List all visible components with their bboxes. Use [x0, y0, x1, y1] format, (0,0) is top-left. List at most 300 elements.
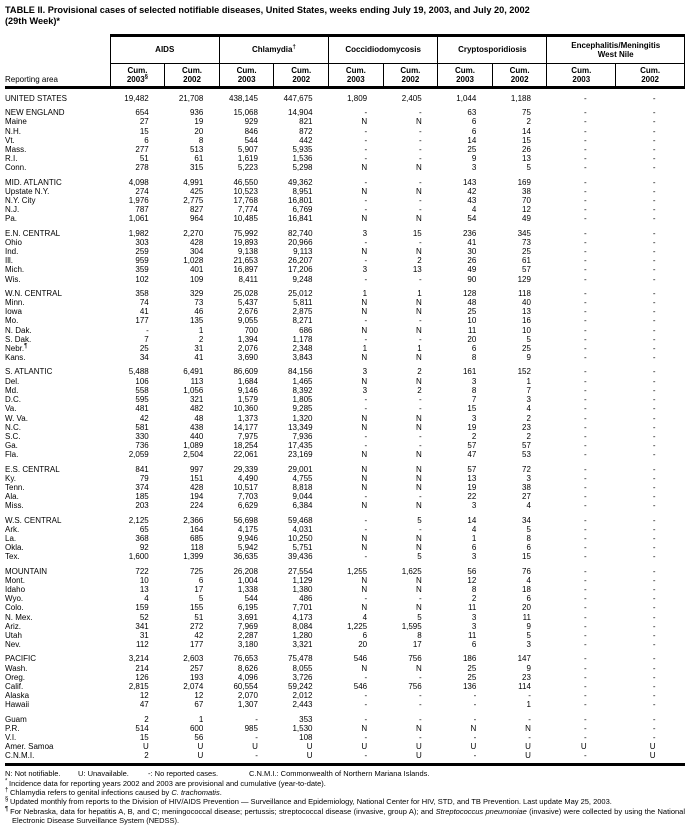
- value-cell: N: [415, 533, 422, 543]
- value-cell: 56: [194, 733, 204, 742]
- reporting-area-cell: Hawaii: [5, 700, 30, 710]
- value-cell: 7,703: [237, 492, 258, 502]
- value-cell: -: [584, 334, 587, 344]
- value-cell: 600: [189, 723, 204, 733]
- value-cell: -: [146, 325, 149, 335]
- subheader-line2: 2002: [183, 75, 201, 84]
- value-cell: 22: [467, 492, 477, 502]
- value-cell: 5,907: [237, 145, 258, 155]
- value-cell: -: [652, 733, 656, 742]
- value-cell: 9,248: [292, 274, 313, 284]
- table-row: [5, 414, 685, 423]
- value-cell: 7,701: [292, 603, 313, 613]
- value-cell: 1,056: [183, 385, 204, 395]
- value-cell: 1,129: [292, 575, 313, 585]
- value-cell: N: [415, 413, 422, 423]
- table-title: [5, 5, 685, 27]
- value-cell: -: [364, 404, 368, 414]
- value-cell: -: [584, 353, 587, 363]
- value-cell: 7,774: [237, 205, 258, 215]
- value-cell: 4,098: [128, 177, 149, 187]
- value-cell: U: [649, 751, 656, 761]
- table-row: [5, 640, 685, 649]
- legend-item: N: Not notifiable.: [5, 768, 61, 778]
- bottom-rule: [5, 763, 685, 766]
- value-cell: -: [584, 265, 587, 275]
- reporting-area-cell: N.Y. City: [5, 196, 36, 206]
- value-cell: 2,676: [237, 307, 258, 317]
- value-cell: 14,904: [288, 108, 313, 118]
- column-subheader-row: [5, 64, 685, 88]
- value-cell: N: [361, 473, 368, 483]
- value-cell: 6: [471, 117, 477, 127]
- value-cell: -: [584, 288, 587, 298]
- value-cell: 4: [144, 594, 149, 604]
- value-cell: -: [584, 575, 587, 585]
- value-cell: -: [652, 237, 656, 247]
- value-cell: 56: [467, 566, 477, 576]
- reporting-area-cell: V.I.: [5, 733, 17, 742]
- value-cell: -: [652, 640, 656, 650]
- value-cell: -: [364, 177, 368, 187]
- value-cell: -: [652, 247, 656, 257]
- value-cell: 26: [522, 145, 531, 155]
- value-cell: 272: [189, 621, 204, 631]
- value-cell: 27: [139, 117, 149, 127]
- value-cell: -: [652, 450, 656, 460]
- value-cell: N: [415, 163, 422, 173]
- value-cell: 257: [189, 663, 204, 673]
- reporting-area-cell: Tenn.: [5, 482, 25, 492]
- value-cell: 341: [135, 621, 149, 631]
- value-cell: 1,536: [292, 154, 313, 164]
- value-cell: -: [255, 714, 258, 724]
- value-cell: -: [652, 353, 656, 363]
- value-cell: 38: [522, 186, 531, 196]
- value-cell: -: [584, 533, 587, 543]
- value-cell: 1,600: [128, 552, 149, 562]
- value-cell: 1: [417, 288, 422, 298]
- value-cell: -: [652, 385, 656, 395]
- reporting-area-cell: Mich.: [5, 265, 25, 275]
- value-cell: 10: [467, 316, 477, 326]
- value-cell: 401: [189, 265, 204, 275]
- value-cell: 135: [189, 316, 204, 326]
- value-cell: 2,074: [183, 681, 204, 691]
- value-cell: -: [364, 196, 368, 206]
- table-row: [5, 631, 685, 640]
- value-cell: 63: [467, 108, 477, 118]
- reporting-area-cell: N. Mex.: [5, 612, 33, 622]
- reporting-area-cell: Ill.: [5, 256, 13, 266]
- reporting-area-cell: N.H.: [5, 126, 21, 136]
- value-cell: 3,691: [237, 612, 258, 622]
- reporting-area-cell: S.C.: [5, 431, 21, 441]
- value-cell: 447,675: [283, 94, 313, 103]
- footnote-text: Chlamydia refers to genital infections caused by: [10, 787, 172, 797]
- value-cell: 2: [417, 385, 422, 395]
- value-cell: 40: [522, 298, 531, 308]
- table-row: [5, 441, 685, 450]
- value-cell: 25: [467, 307, 477, 317]
- reporting-area-cell: Guam: [5, 714, 27, 724]
- reporting-area-cell: Wash.: [5, 663, 28, 673]
- value-cell: 143: [462, 177, 477, 187]
- value-cell: -: [364, 274, 368, 284]
- header-corner: [5, 36, 110, 64]
- value-cell: 6: [471, 126, 477, 136]
- footnotes: [5, 779, 685, 825]
- value-cell: 1,307: [237, 700, 258, 710]
- value-cell: -: [364, 672, 368, 682]
- value-cell: 442: [299, 135, 313, 145]
- value-cell: -: [652, 524, 656, 534]
- value-cell: -: [584, 524, 587, 534]
- value-cell: -: [652, 492, 656, 502]
- value-cell: 3: [362, 265, 368, 275]
- subheader-line1: Cum.: [509, 66, 530, 75]
- value-cell: 11: [468, 630, 477, 640]
- value-cell: 1,225: [347, 621, 368, 631]
- table-row: [5, 543, 685, 552]
- value-cell: 18,254: [233, 441, 258, 451]
- value-cell: 19: [194, 117, 204, 127]
- value-cell: 8,951: [292, 186, 313, 196]
- value-cell: -: [419, 274, 422, 284]
- table-row: [5, 265, 685, 274]
- value-cell: 2: [471, 594, 477, 604]
- value-cell: 12: [522, 205, 531, 215]
- value-cell: -: [584, 177, 587, 187]
- value-cell: 513: [189, 145, 204, 155]
- value-cell: -: [652, 681, 656, 691]
- value-cell: 8,084: [292, 621, 313, 631]
- value-cell: 76,653: [233, 654, 258, 664]
- value-cell: -: [652, 612, 656, 622]
- value-cell: 15: [139, 126, 149, 136]
- value-cell: 4,175: [237, 524, 258, 534]
- value-cell: 61: [522, 256, 531, 266]
- value-cell: 49: [467, 265, 477, 275]
- value-cell: 57: [522, 265, 531, 275]
- value-cell: N: [361, 376, 368, 386]
- value-cell: -: [652, 298, 656, 308]
- value-cell: -: [652, 584, 656, 594]
- value-cell: U: [197, 742, 204, 752]
- value-cell: 438,145: [229, 94, 258, 103]
- legend-item: C.N.M.I.: Commonwealth of Northern Mariana Islands.: [249, 768, 430, 778]
- value-cell: 5,751: [292, 543, 313, 553]
- subheader-cell: [110, 64, 165, 88]
- value-cell: 75: [522, 108, 531, 118]
- value-cell: -: [584, 464, 587, 474]
- value-cell: 353: [299, 714, 313, 724]
- value-cell: 52: [139, 612, 149, 622]
- value-cell: 13: [522, 307, 531, 317]
- value-cell: 11: [522, 612, 531, 622]
- table-row: [5, 483, 685, 492]
- value-cell: 685: [189, 533, 204, 543]
- value-cell: 736: [135, 441, 149, 451]
- value-cell: 39,436: [288, 552, 313, 562]
- value-cell: N: [361, 482, 368, 492]
- value-cell: 9,044: [292, 492, 313, 502]
- subheader-cell: [219, 64, 274, 88]
- value-cell: 4: [471, 524, 477, 534]
- reporting-area-cell: Oreg.: [5, 672, 26, 682]
- value-cell: -: [652, 186, 656, 196]
- subheader-cell: [383, 64, 438, 88]
- value-cell: -: [584, 316, 587, 326]
- value-cell: 17,435: [288, 441, 313, 451]
- value-cell: -: [584, 228, 587, 238]
- value-cell: 151: [189, 473, 204, 483]
- reporting-area-cell: Ohio: [5, 237, 22, 247]
- value-cell: 67: [194, 700, 204, 710]
- footnote-marker: ¶: [5, 806, 11, 812]
- value-cell: N: [415, 464, 422, 474]
- value-cell: -: [364, 395, 368, 405]
- value-cell: 102: [135, 274, 149, 284]
- value-cell: -: [652, 228, 656, 238]
- value-cell: N: [415, 603, 422, 613]
- legend-item: U: Unavailable.: [78, 768, 129, 778]
- value-cell: 5: [417, 612, 422, 622]
- reporting-area-cell: Kans.: [5, 353, 26, 363]
- value-cell: 185: [135, 492, 149, 502]
- value-cell: -: [584, 594, 587, 604]
- value-cell: -: [528, 733, 531, 742]
- legend-item: -: No reported cases.: [148, 768, 219, 778]
- footnote-text: Incidence data for reporting years 2002 and 2003 are provisional and cumulative (year-to-date).: [9, 778, 326, 788]
- value-cell: 34: [139, 353, 149, 363]
- value-cell: 358: [135, 288, 149, 298]
- value-cell: -: [584, 307, 587, 317]
- value-cell: 14: [467, 135, 477, 145]
- value-cell: 12: [194, 691, 204, 701]
- value-cell: -: [584, 256, 587, 266]
- value-cell: 29,001: [288, 464, 313, 474]
- table-row: [5, 214, 685, 223]
- table-row: [5, 432, 685, 441]
- table-row: [5, 247, 685, 256]
- value-cell: 47: [467, 450, 477, 460]
- value-cell: 8,818: [292, 482, 313, 492]
- reporting-area-cell: E.N. CENTRAL: [5, 228, 61, 238]
- value-cell: 236: [462, 228, 477, 238]
- value-cell: 41: [139, 307, 149, 317]
- value-cell: 278: [135, 163, 149, 173]
- subheader-line1: Cum.: [127, 66, 148, 75]
- value-cell: U: [525, 751, 531, 761]
- footnote: [5, 807, 685, 826]
- reporting-area-cell: Colo.: [5, 603, 24, 613]
- value-cell: 9,113: [293, 247, 313, 257]
- value-cell: 164: [189, 524, 204, 534]
- value-cell: -: [584, 450, 587, 460]
- column-group-label: West Nile: [597, 50, 634, 59]
- value-cell: -: [364, 316, 368, 326]
- value-cell: 321: [189, 395, 204, 405]
- reporting-area-cell: S. Dak.: [5, 334, 32, 344]
- table-title-line2: (29th Week)*: [5, 16, 60, 26]
- value-cell: N: [361, 186, 368, 196]
- value-cell: -: [652, 117, 656, 127]
- value-cell: N: [361, 723, 368, 733]
- value-cell: N: [361, 325, 368, 335]
- footnote: [5, 779, 685, 788]
- value-cell: 112: [135, 640, 149, 650]
- value-cell: 4,031: [292, 524, 313, 534]
- column-group-aids: [110, 36, 219, 64]
- value-cell: N: [361, 117, 368, 127]
- value-cell: N: [415, 663, 422, 673]
- value-cell: N: [415, 117, 422, 127]
- value-cell: 329: [189, 288, 204, 298]
- value-cell: 25: [522, 247, 531, 257]
- value-cell: 7,975: [237, 431, 258, 441]
- footnote-text: (invasive) were collected by using the National Electronic Disease Surveillance System (NEDSS).: [12, 806, 686, 825]
- value-cell: -: [584, 584, 587, 594]
- value-cell: 1,188: [510, 94, 531, 103]
- value-cell: 2,603: [183, 654, 204, 664]
- value-cell: 5,942: [237, 543, 258, 553]
- value-cell: 4,173: [292, 612, 313, 622]
- value-cell: 16,841: [288, 214, 313, 224]
- value-cell: 1,280: [292, 630, 313, 640]
- value-cell: -: [584, 501, 587, 511]
- table-row: [5, 664, 685, 673]
- column-group-chlamydia: [219, 36, 328, 64]
- value-cell: 8: [471, 584, 477, 594]
- reporting-area-cell: Ala.: [5, 492, 19, 502]
- value-cell: -: [652, 177, 656, 187]
- value-cell: 177: [189, 640, 204, 650]
- value-cell: -: [419, 441, 422, 451]
- value-cell: -: [364, 135, 368, 145]
- reporting-area-cell: P.R.: [5, 723, 20, 733]
- footnote-marker: §: [5, 796, 11, 803]
- table-row: [5, 525, 685, 534]
- value-cell: -: [584, 733, 587, 742]
- value-cell: 23,169: [288, 450, 313, 460]
- value-cell: 7,936: [292, 431, 313, 441]
- value-cell: U: [649, 742, 656, 752]
- value-cell: -: [473, 751, 477, 761]
- table-row: [5, 386, 685, 395]
- value-cell: 3: [526, 395, 531, 405]
- value-cell: 5: [198, 594, 204, 604]
- value-cell: 16: [522, 316, 531, 326]
- value-cell: 3: [471, 552, 477, 562]
- reporting-area-cell: Minn.: [5, 298, 25, 308]
- value-cell: -: [419, 714, 422, 724]
- value-cell: 6: [526, 594, 531, 604]
- value-cell: 6: [362, 630, 368, 640]
- value-cell: 106: [135, 376, 149, 386]
- value-cell: 725: [189, 566, 204, 576]
- value-cell: 126: [135, 672, 149, 682]
- value-cell: -: [652, 515, 656, 525]
- value-cell: 2,012: [292, 691, 313, 701]
- table-row: [5, 256, 685, 265]
- value-cell: 546: [353, 681, 368, 691]
- subheader-line1: Cum.: [182, 66, 203, 75]
- table-row: [5, 196, 685, 205]
- column-group-encephalitis-meningitis-west-nile: [547, 36, 685, 64]
- reporting-area-cell: Pa.: [5, 214, 18, 224]
- value-cell: 108: [299, 733, 313, 742]
- value-cell: -: [652, 441, 656, 451]
- value-cell: 8,626: [237, 663, 258, 673]
- value-cell: -: [584, 621, 587, 631]
- subheader-line1: Cum.: [291, 66, 312, 75]
- value-cell: 1,394: [237, 334, 258, 344]
- reporting-area-cell: N. Dak.: [5, 325, 32, 335]
- value-cell: -: [652, 367, 656, 377]
- value-cell: 558: [135, 385, 149, 395]
- value-cell: -: [652, 621, 656, 631]
- reporting-area-cell: Tex.: [5, 552, 20, 562]
- value-cell: 75,478: [288, 654, 313, 664]
- value-cell: 368: [135, 533, 149, 543]
- subheader-line2: 2003: [237, 75, 256, 84]
- value-cell: 22,061: [233, 450, 258, 460]
- table-row: [5, 344, 685, 353]
- table-row: [5, 395, 685, 404]
- value-cell: 4,991: [183, 177, 204, 187]
- table-row: [5, 316, 685, 325]
- table-row: [5, 552, 685, 561]
- value-cell: N: [415, 307, 422, 317]
- value-cell: 827: [189, 205, 204, 215]
- value-cell: 7: [144, 334, 149, 344]
- value-cell: -: [364, 700, 368, 710]
- column-group-cryptosporidiosis: [438, 36, 547, 64]
- value-cell: N: [361, 163, 368, 173]
- value-cell: -: [652, 431, 656, 441]
- reporting-area-cell: N.C.: [5, 422, 21, 432]
- value-cell: 7: [526, 385, 531, 395]
- value-cell: 56,698: [233, 515, 258, 525]
- subheader-line2: 2002: [292, 75, 311, 84]
- table-row: [5, 511, 685, 525]
- value-cell: 6: [198, 575, 204, 585]
- value-cell: -: [419, 196, 422, 206]
- value-cell: 15: [467, 404, 477, 414]
- value-cell: 821: [299, 117, 313, 127]
- table-row: [5, 460, 685, 474]
- table-row: [5, 423, 685, 432]
- value-cell: 303: [135, 237, 149, 247]
- value-cell: 4,490: [237, 473, 258, 483]
- value-cell: N: [415, 376, 422, 386]
- value-cell: -: [652, 265, 656, 275]
- reporting-area-cell: Idaho: [5, 584, 26, 594]
- column-group-label: Chlamydia†: [252, 44, 296, 55]
- subheader-cell: [165, 64, 220, 88]
- value-cell: 1,595: [401, 621, 422, 631]
- value-cell: -: [584, 612, 587, 622]
- value-cell: 48: [194, 413, 204, 423]
- value-cell: N: [361, 247, 368, 257]
- value-cell: 20: [358, 640, 368, 650]
- value-cell: 546: [353, 654, 368, 664]
- value-cell: 8,392: [292, 385, 313, 395]
- value-cell: -: [584, 640, 587, 650]
- value-cell: 5: [417, 515, 422, 525]
- table-row: [5, 682, 685, 691]
